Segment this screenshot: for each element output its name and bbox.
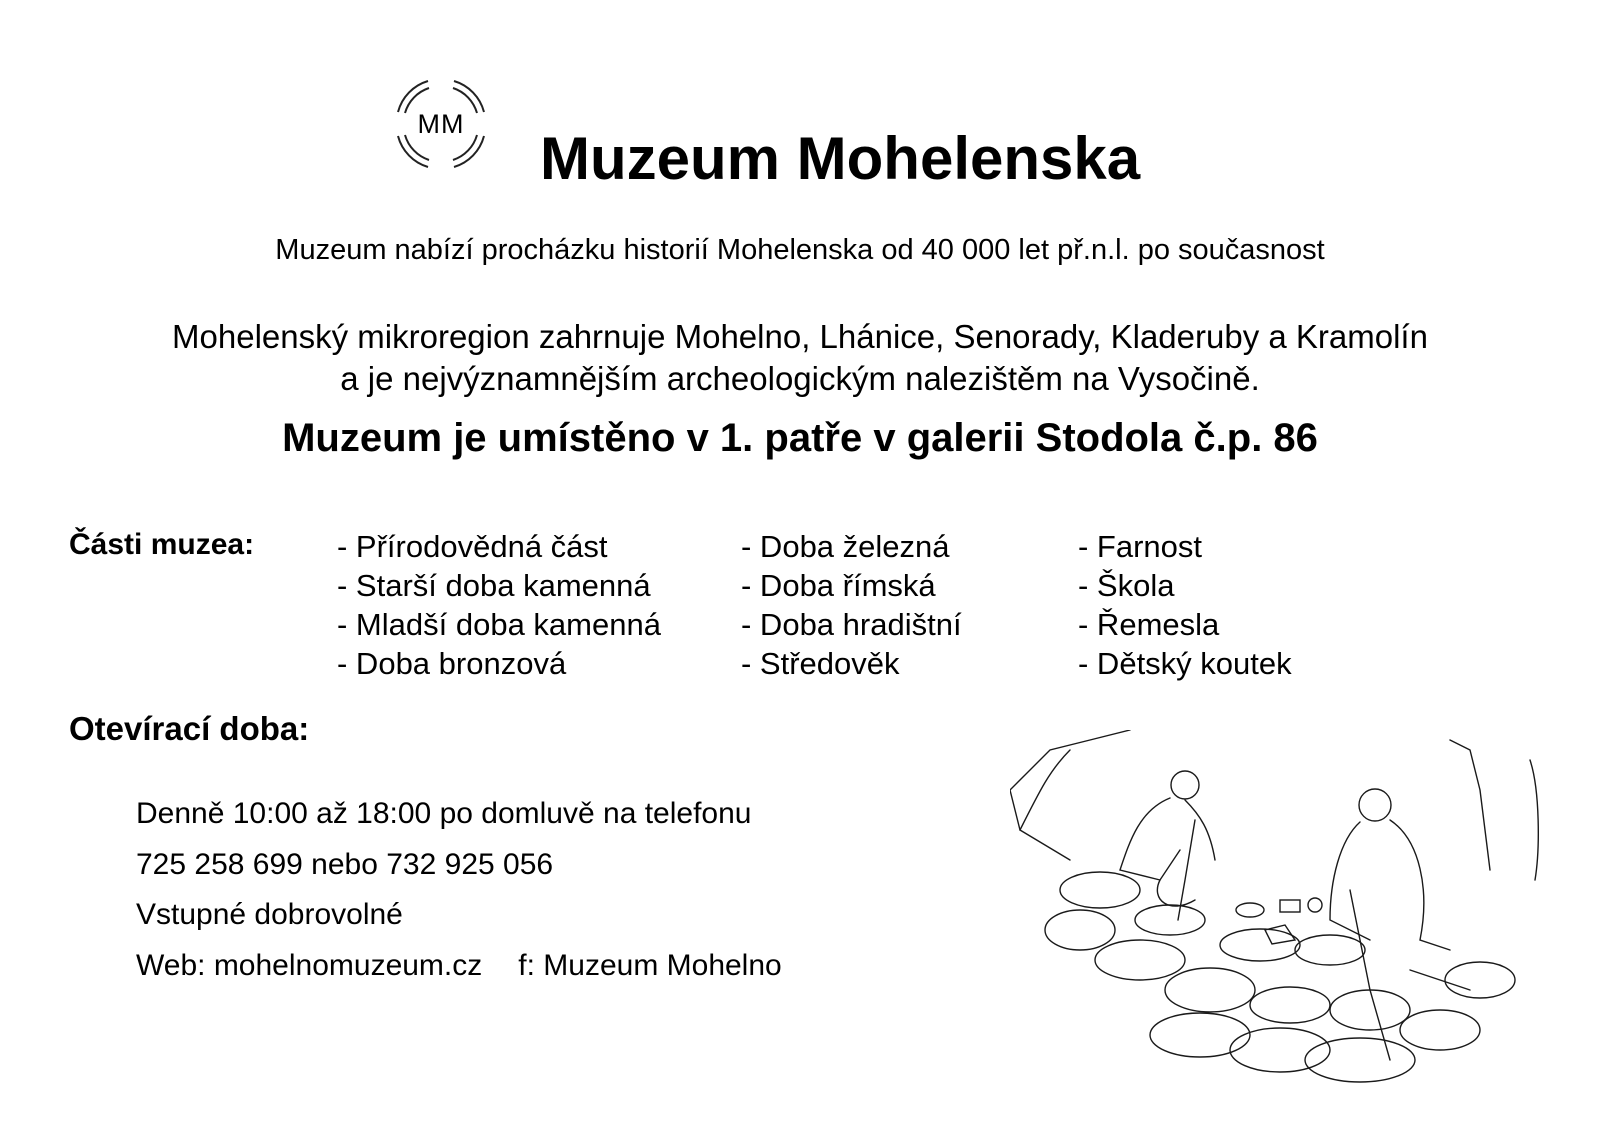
admission-text: Vstupné dobrovolné	[136, 898, 403, 931]
part-item: - Farnost	[1078, 529, 1203, 564]
part-item: - Doba bronzová	[337, 646, 567, 681]
parts-column-2	[741, 527, 962, 683]
intro-text: Muzeum nabízí procházku historií Mohelenska od 40 000 let př.n.l. po současnost	[275, 234, 1325, 266]
phone-numbers: 725 258 699 nebo 732 925 056	[136, 848, 554, 881]
part-item: - Doba římská	[741, 568, 936, 603]
region-text-line-1: Mohelenský mikroregion zahrnuje Mohelno, Lhánice, Senorady, Kladeruby a Kramolín	[172, 318, 1428, 355]
region-text-line-2: a je nejvýznamnějším archeologickým nalezištěm na Vysočině.	[340, 360, 1260, 397]
parts-column-1	[337, 527, 661, 683]
part-item: - Doba hradištní	[741, 607, 962, 642]
parts-label: Části muzea:	[69, 528, 255, 561]
logo-text: MM	[417, 109, 465, 139]
sketch-icon	[1010, 730, 1570, 1090]
part-item: - Řemesla	[1078, 607, 1220, 642]
location-text: Muzeum je umístěno v 1. patře v galerii Stodola č.p. 86	[282, 416, 1318, 460]
part-item: - Mladší doba kamenná	[337, 607, 661, 642]
facebook-link[interactable]: f: Muzeum Mohelno	[518, 949, 782, 982]
web-link[interactable]: Web: mohelnomuzeum.cz	[136, 949, 483, 982]
prehistoric-craftsmen-illustration	[1010, 730, 1570, 1090]
part-item: - Starší doba kamenná	[337, 568, 651, 603]
part-item: - Přírodovědná část	[337, 529, 608, 564]
daily-hours-text: Denně 10:00 až 18:00 po domluvě na telefonu	[136, 797, 752, 830]
museum-logo	[392, 76, 490, 172]
contact-line	[136, 949, 782, 983]
part-item: - Škola	[1078, 568, 1175, 603]
part-item: - Středověk	[741, 646, 900, 681]
parts-column-3	[1078, 527, 1292, 683]
page-title: Muzeum Mohelenska	[540, 125, 1141, 192]
part-item: - Doba železná	[741, 529, 950, 564]
opening-hours-label: Otevírací doba:	[69, 710, 310, 747]
part-item: - Dětský koutek	[1078, 646, 1292, 681]
